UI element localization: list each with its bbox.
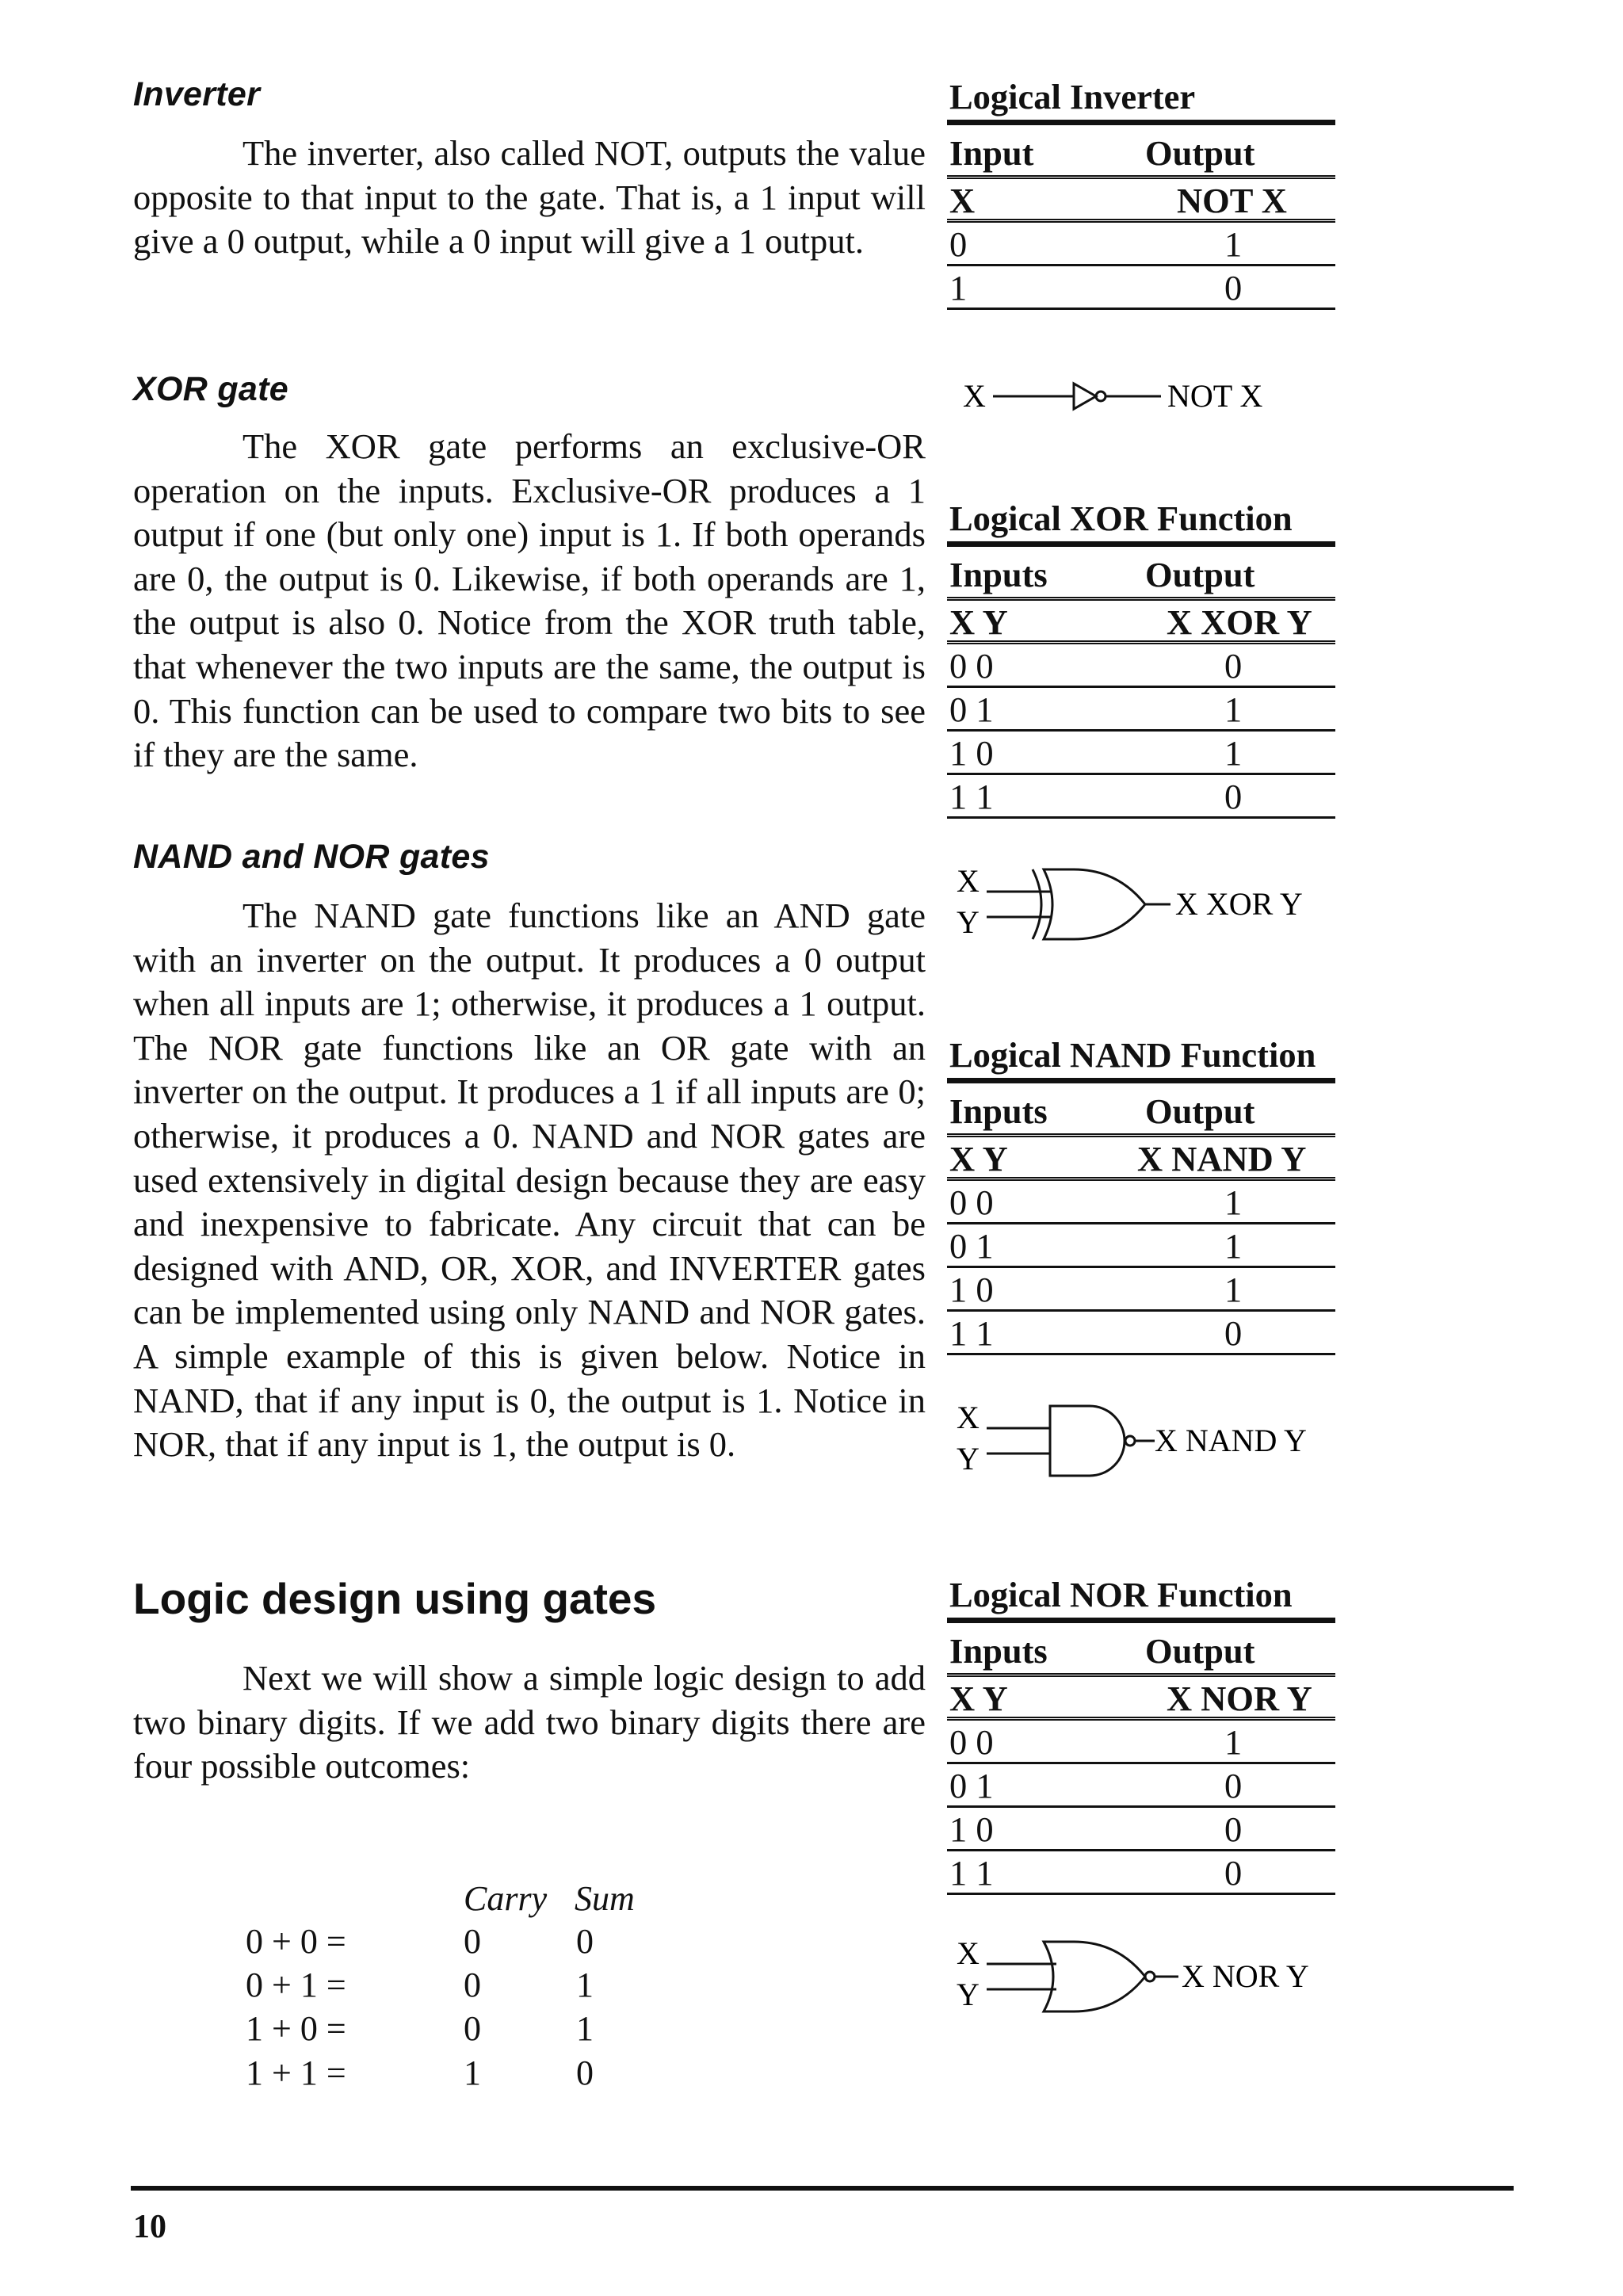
- output-variable: X NAND Y: [1137, 1139, 1307, 1179]
- logic-design-paragraph: Next we will show a simple logic design to add two binary digits. If we add two binary digits there are four possible outcomes:: [133, 1658, 926, 1786]
- input-value: 1 0: [949, 1809, 994, 1849]
- variable-row: [947, 601, 1335, 644]
- output-variable: NOT X: [1177, 181, 1287, 220]
- input-column-header: Input: [949, 133, 1034, 173]
- column-header-row: [947, 1623, 1335, 1677]
- sum-value: 0: [576, 2053, 594, 2092]
- addition-expression: 0 + 0 =: [246, 1922, 346, 1961]
- output-column-header: Output: [1145, 133, 1255, 173]
- nor-gate-diagram: [947, 1932, 1359, 2019]
- variable-row: [947, 1677, 1335, 1721]
- xor-gate-diagram: [947, 860, 1359, 947]
- sum-header: Sum: [575, 1879, 635, 1918]
- table-row: [947, 1808, 1335, 1851]
- input-value: 0 1: [949, 1226, 994, 1266]
- sum-value: 1: [576, 1966, 594, 2004]
- output-value: 1: [1224, 224, 1243, 264]
- output-variable: X XOR Y: [1167, 602, 1312, 642]
- inverter-truth-table: [947, 73, 1335, 310]
- page-number: 10: [133, 2209, 166, 2245]
- output-value: 1: [1224, 1182, 1243, 1222]
- not-gate-diagram: [947, 372, 1343, 420]
- gate-output-label: NOT X: [1167, 378, 1263, 414]
- table-row: [947, 1721, 1335, 1764]
- footer-rule: [131, 2186, 1514, 2191]
- table-row: [947, 644, 1335, 688]
- nand-nor-heading: NAND and NOR gates: [133, 838, 490, 876]
- nand-truth-table: [947, 1031, 1335, 1355]
- table-row: [947, 732, 1335, 775]
- table-row: [947, 1764, 1335, 1808]
- sum-value: 1: [576, 2009, 594, 2048]
- output-value: 1: [1224, 1270, 1243, 1309]
- input-column-header: Inputs: [949, 1091, 1048, 1131]
- output-column-header: Output: [1145, 555, 1255, 594]
- table-row: [947, 223, 1335, 266]
- output-column-header: Output: [1145, 1091, 1255, 1131]
- gate-output-label: X XOR Y: [1175, 886, 1303, 922]
- not-gate-icon: [1074, 384, 1096, 409]
- gate-input-label: X: [963, 378, 986, 414]
- input-value: 1 0: [949, 1270, 994, 1309]
- carry-value: 0: [464, 1966, 481, 2004]
- input-value: 1 1: [949, 777, 994, 816]
- variable-row: [947, 1137, 1335, 1181]
- input-column-header: Inputs: [949, 555, 1048, 594]
- input-variable: X Y: [949, 1139, 1008, 1179]
- input-column-header: Inputs: [949, 1631, 1048, 1671]
- input-value: 1 1: [949, 1313, 994, 1353]
- column-header-row: [947, 125, 1335, 179]
- nor-gate-icon: [1044, 1942, 1145, 2011]
- output-value: 1: [1224, 1226, 1243, 1266]
- logic-design-heading: Logic design using gates: [133, 1574, 657, 1623]
- xor-gate-icon: [1044, 869, 1145, 939]
- inverter-paragraph: The inverter, also called NOT, outputs the value opposite to that input to the gate. That is, a 1 input will give a 0 output, while a 0 input will give a 1 output.: [133, 133, 926, 262]
- table-row: [947, 1851, 1335, 1895]
- table-title: Logical NAND Function: [947, 1031, 1335, 1083]
- output-value: 1: [1224, 733, 1243, 773]
- table-title: Logical NOR Function: [947, 1571, 1335, 1623]
- input-variable: X: [949, 181, 976, 220]
- table-row: [947, 688, 1335, 732]
- table-row: [947, 1181, 1335, 1224]
- carry-value: 0: [464, 1922, 481, 1961]
- inverter-heading: Inverter: [133, 75, 261, 113]
- output-value: 0: [1224, 777, 1243, 816]
- sum-value: 0: [576, 1922, 594, 1961]
- gate-input-x-label: X: [957, 863, 980, 899]
- input-value: 0 0: [949, 1722, 994, 1762]
- table-row: [947, 1224, 1335, 1268]
- nand-nor-paragraph: The NAND gate functions like an AND gate with an inverter on the output. It produces a 0 output when all inputs are 1; otherwise, it produces a 1 output. The NOR gate functions like an OR gate with an inverter on the output. It produces a 1 if all inputs are 0; otherwise, it produces a 0. NAND and NOR gates are used extensively in digital design because they are easy and inexpensive to fabricate. Any circuit that can be designed with AND, OR, XOR, and INVERTER gates can be implemented using only NAND and NOR gates. A simple example of this is given below. Notice in NAND, that if any input is 0, the output is 1. Notice in NOR, that if any input is 1, the output is 0.: [133, 896, 926, 1465]
- input-variable: X Y: [949, 1679, 1008, 1718]
- input-value: 0 1: [949, 1766, 994, 1805]
- output-value: 1: [1224, 690, 1243, 729]
- addition-expression: 0 + 1 =: [246, 1966, 346, 2004]
- column-header-row: [947, 1083, 1335, 1137]
- output-value: 0: [1224, 1853, 1243, 1893]
- input-value: 1 0: [949, 733, 994, 773]
- output-value: 0: [1224, 268, 1243, 308]
- xor-heading: XOR gate: [133, 370, 288, 408]
- output-value: 0: [1224, 1809, 1243, 1849]
- addition-expression: 1 + 0 =: [246, 2009, 346, 2048]
- carry-header: Carry: [464, 1879, 548, 1918]
- gate-input-y-label: Y: [957, 1441, 980, 1477]
- carry-value: 1: [464, 2053, 481, 2092]
- table-row: [947, 1268, 1335, 1312]
- table-row: [947, 1312, 1335, 1355]
- xor-paragraph: The XOR gate performs an exclusive-OR operation on the inputs. Exclusive-OR produces a 1 output if one (but only one) input is 1. If both operands are 0, the output is 0. Likewise, if both operands are 1, the output is also 0. Notice from the XOR truth table, that whenever the two inputs are the same, the output is 0. This function can be used to compare two bits to see if they are the same.: [133, 426, 926, 775]
- output-value: 0: [1224, 646, 1243, 686]
- output-column-header: Output: [1145, 1631, 1255, 1671]
- gate-input-x-label: X: [957, 1935, 980, 1971]
- table-row: [947, 775, 1335, 819]
- input-value: 1 1: [949, 1853, 994, 1893]
- output-value: 0: [1224, 1313, 1243, 1353]
- table-row: [947, 266, 1335, 310]
- gate-input-y-label: Y: [957, 1977, 980, 2012]
- xor-truth-table: [947, 495, 1335, 819]
- output-value: 1: [1224, 1722, 1243, 1762]
- nand-gate-diagram: [947, 1396, 1359, 1484]
- input-value: 1: [949, 268, 968, 308]
- table-title: Logical Inverter: [947, 73, 1335, 125]
- carry-value: 0: [464, 2009, 481, 2048]
- input-value: 0 0: [949, 646, 994, 686]
- input-value: 0: [949, 224, 968, 264]
- input-value: 0 1: [949, 690, 994, 729]
- input-variable: X Y: [949, 602, 1008, 642]
- output-value: 0: [1224, 1766, 1243, 1805]
- input-value: 0 0: [949, 1182, 994, 1222]
- gate-output-label: X NOR Y: [1182, 1958, 1309, 1994]
- gate-input-y-label: Y: [957, 904, 980, 940]
- gate-input-x-label: X: [957, 1400, 980, 1435]
- addition-expression: 1 + 1 =: [246, 2053, 346, 2092]
- output-variable: X NOR Y: [1167, 1679, 1312, 1718]
- column-header-row: [947, 547, 1335, 601]
- nor-truth-table: [947, 1571, 1335, 1895]
- variable-row: [947, 179, 1335, 223]
- gate-output-label: X NAND Y: [1155, 1423, 1307, 1458]
- table-title: Logical XOR Function: [947, 495, 1335, 547]
- nand-gate-icon: [1050, 1406, 1125, 1476]
